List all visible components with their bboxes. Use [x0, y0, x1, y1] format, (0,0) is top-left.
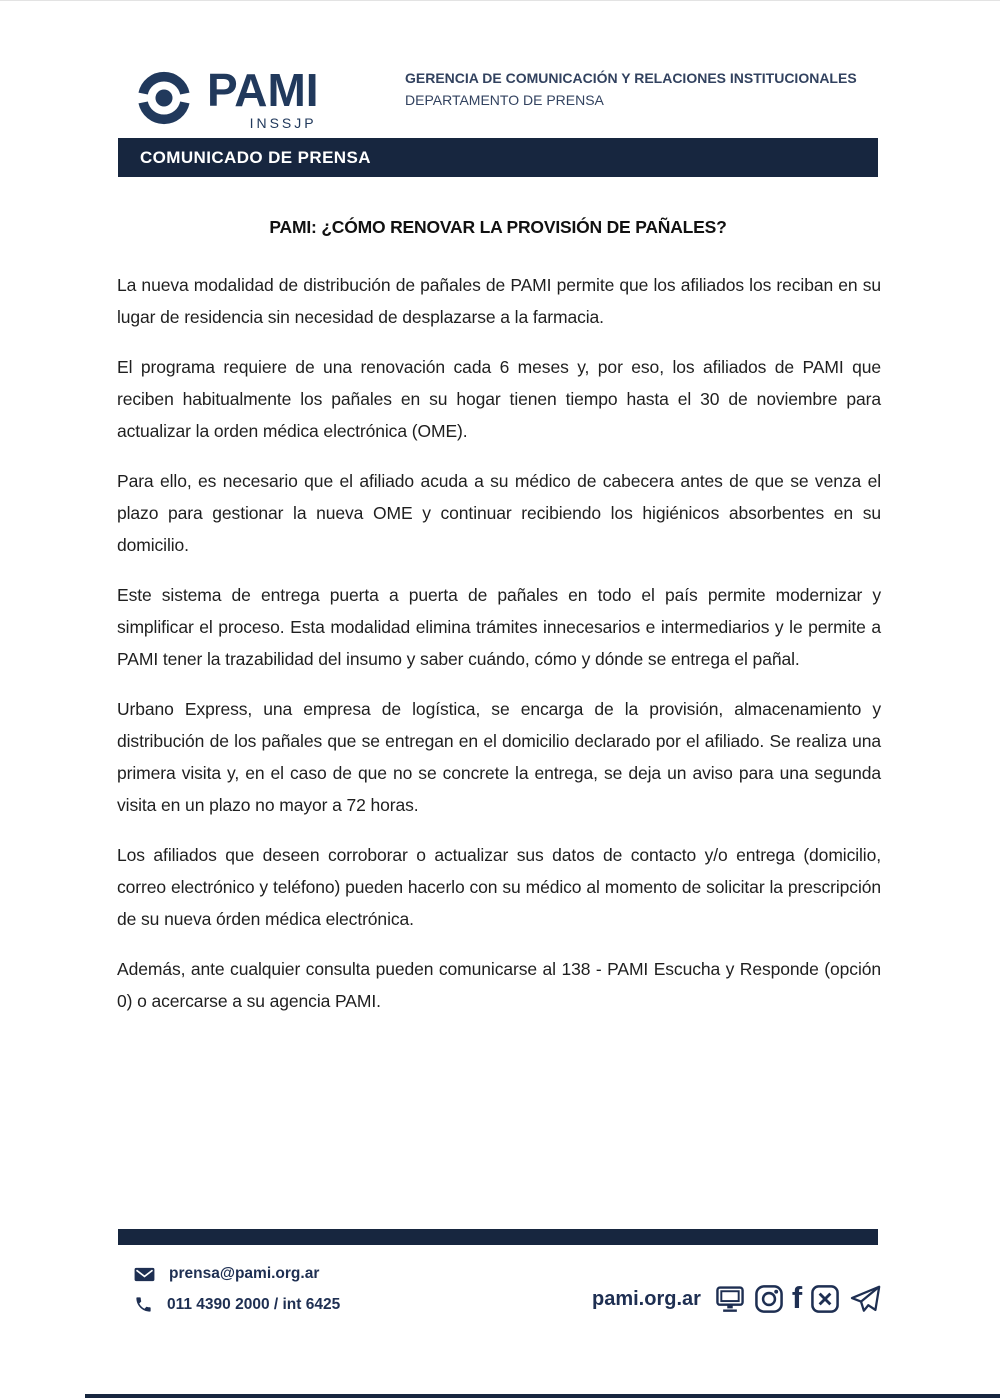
press-release-banner: [118, 138, 878, 177]
banner-label: COMUNICADO DE PRENSA: [140, 147, 371, 167]
facebook-f-glyph: f: [791, 1280, 803, 1315]
office-line2: DEPARTAMENTO DE PRENSA: [405, 92, 604, 108]
envelope-icon: [134, 1266, 155, 1283]
document-body: [117, 269, 881, 1035]
footer-social-group: [592, 1280, 882, 1315]
instagram-icon[interactable]: [753, 1283, 785, 1315]
footer-divider-bar: [118, 1229, 878, 1245]
x-icon[interactable]: [809, 1283, 841, 1315]
facebook-icon[interactable]: [791, 1280, 803, 1315]
document-title: PAMI: ¿CÓMO RENOVAR LA PROVISIÓN DE PAÑALES?: [269, 217, 727, 237]
paragraph-6: Los afiliados que deseen corroborar o actualizar sus datos de contacto y/o entrega (domicilio, correo electrónico y teléfono) pueden hacerlo con su médico al momento de solicitar la prescripción de su nueva órden médica electrónica.: [117, 845, 881, 929]
office-line1: GERENCIA DE COMUNICACIÓN Y RELACIONES INSTITUCIONALES: [405, 70, 857, 86]
paragraph-7: Además, ante cualquier consulta pueden comunicarse al 138 - PAMI Escucha y Responde (opción 0) o acercarse a su agencia PAMI.: [117, 959, 881, 1011]
paragraph-1: La nueva modalidad de distribución de pañales de PAMI permite que los afiliados los reciban en su lugar de residencia sin necesidad de desplazarse a la farmacia.: [117, 275, 881, 327]
paragraph-4: Este sistema de entrega puerta a puerta de pañales en todo el país permite modernizar y simplificar el proceso. Esta modalidad elimina trámites innecesarios e intermediarios y le permite a PAMI tener la trazabilidad del insumo y saber cuándo, cómo y dónde se entrega el pañal.: [117, 585, 881, 669]
pami-target-icon: [133, 67, 195, 129]
footer-email[interactable]: prensa@pami.org.ar: [169, 1265, 320, 1282]
logo-subtitle: INSSJP: [249, 115, 317, 131]
telegram-icon[interactable]: [848, 1283, 882, 1315]
footer-website[interactable]: pami.org.ar: [592, 1287, 701, 1310]
phone-icon: [134, 1295, 153, 1314]
pami-logo: [133, 64, 319, 131]
logo-brand: PAMI: [207, 64, 319, 116]
paragraph-3: Para ello, es necesario que el afiliado acuda a su médico de cabecera antes de que se venza el plazo para gestionar la nueva OME y continuar recibiendo los higiénicos absorbentes en su domicilio.: [117, 471, 881, 555]
pami-logo-text: [207, 64, 319, 131]
office-block: [405, 67, 857, 111]
footer-phone[interactable]: 011 4390 2000 / int 6425: [167, 1295, 341, 1313]
footer-phone-row: [134, 1295, 340, 1314]
paragraph-5: Urbano Express, una empresa de logística, se encarga de la provisión, almacenamiento y distribución de los pañales que se entregan en el domicilio declarado por el afiliado. Se realiza una primera visita y, en el caso de que no se concrete la entrega, se deja un aviso para una segunda visita en un plazo no mayor a 72 horas.: [117, 699, 881, 815]
footer-email-row: [134, 1265, 319, 1283]
next-page-edge-bar: [85, 1394, 1000, 1398]
paragraph-2: El programa requiere de una renovación cada 6 meses y, por eso, los afiliados de PAMI que reciben habitualmente los pañales en su hogar tienen tiempo hasta el 30 de noviembre para actualizar la orden médica electrónica (OME).: [117, 357, 881, 441]
web-icon[interactable]: [714, 1283, 746, 1315]
